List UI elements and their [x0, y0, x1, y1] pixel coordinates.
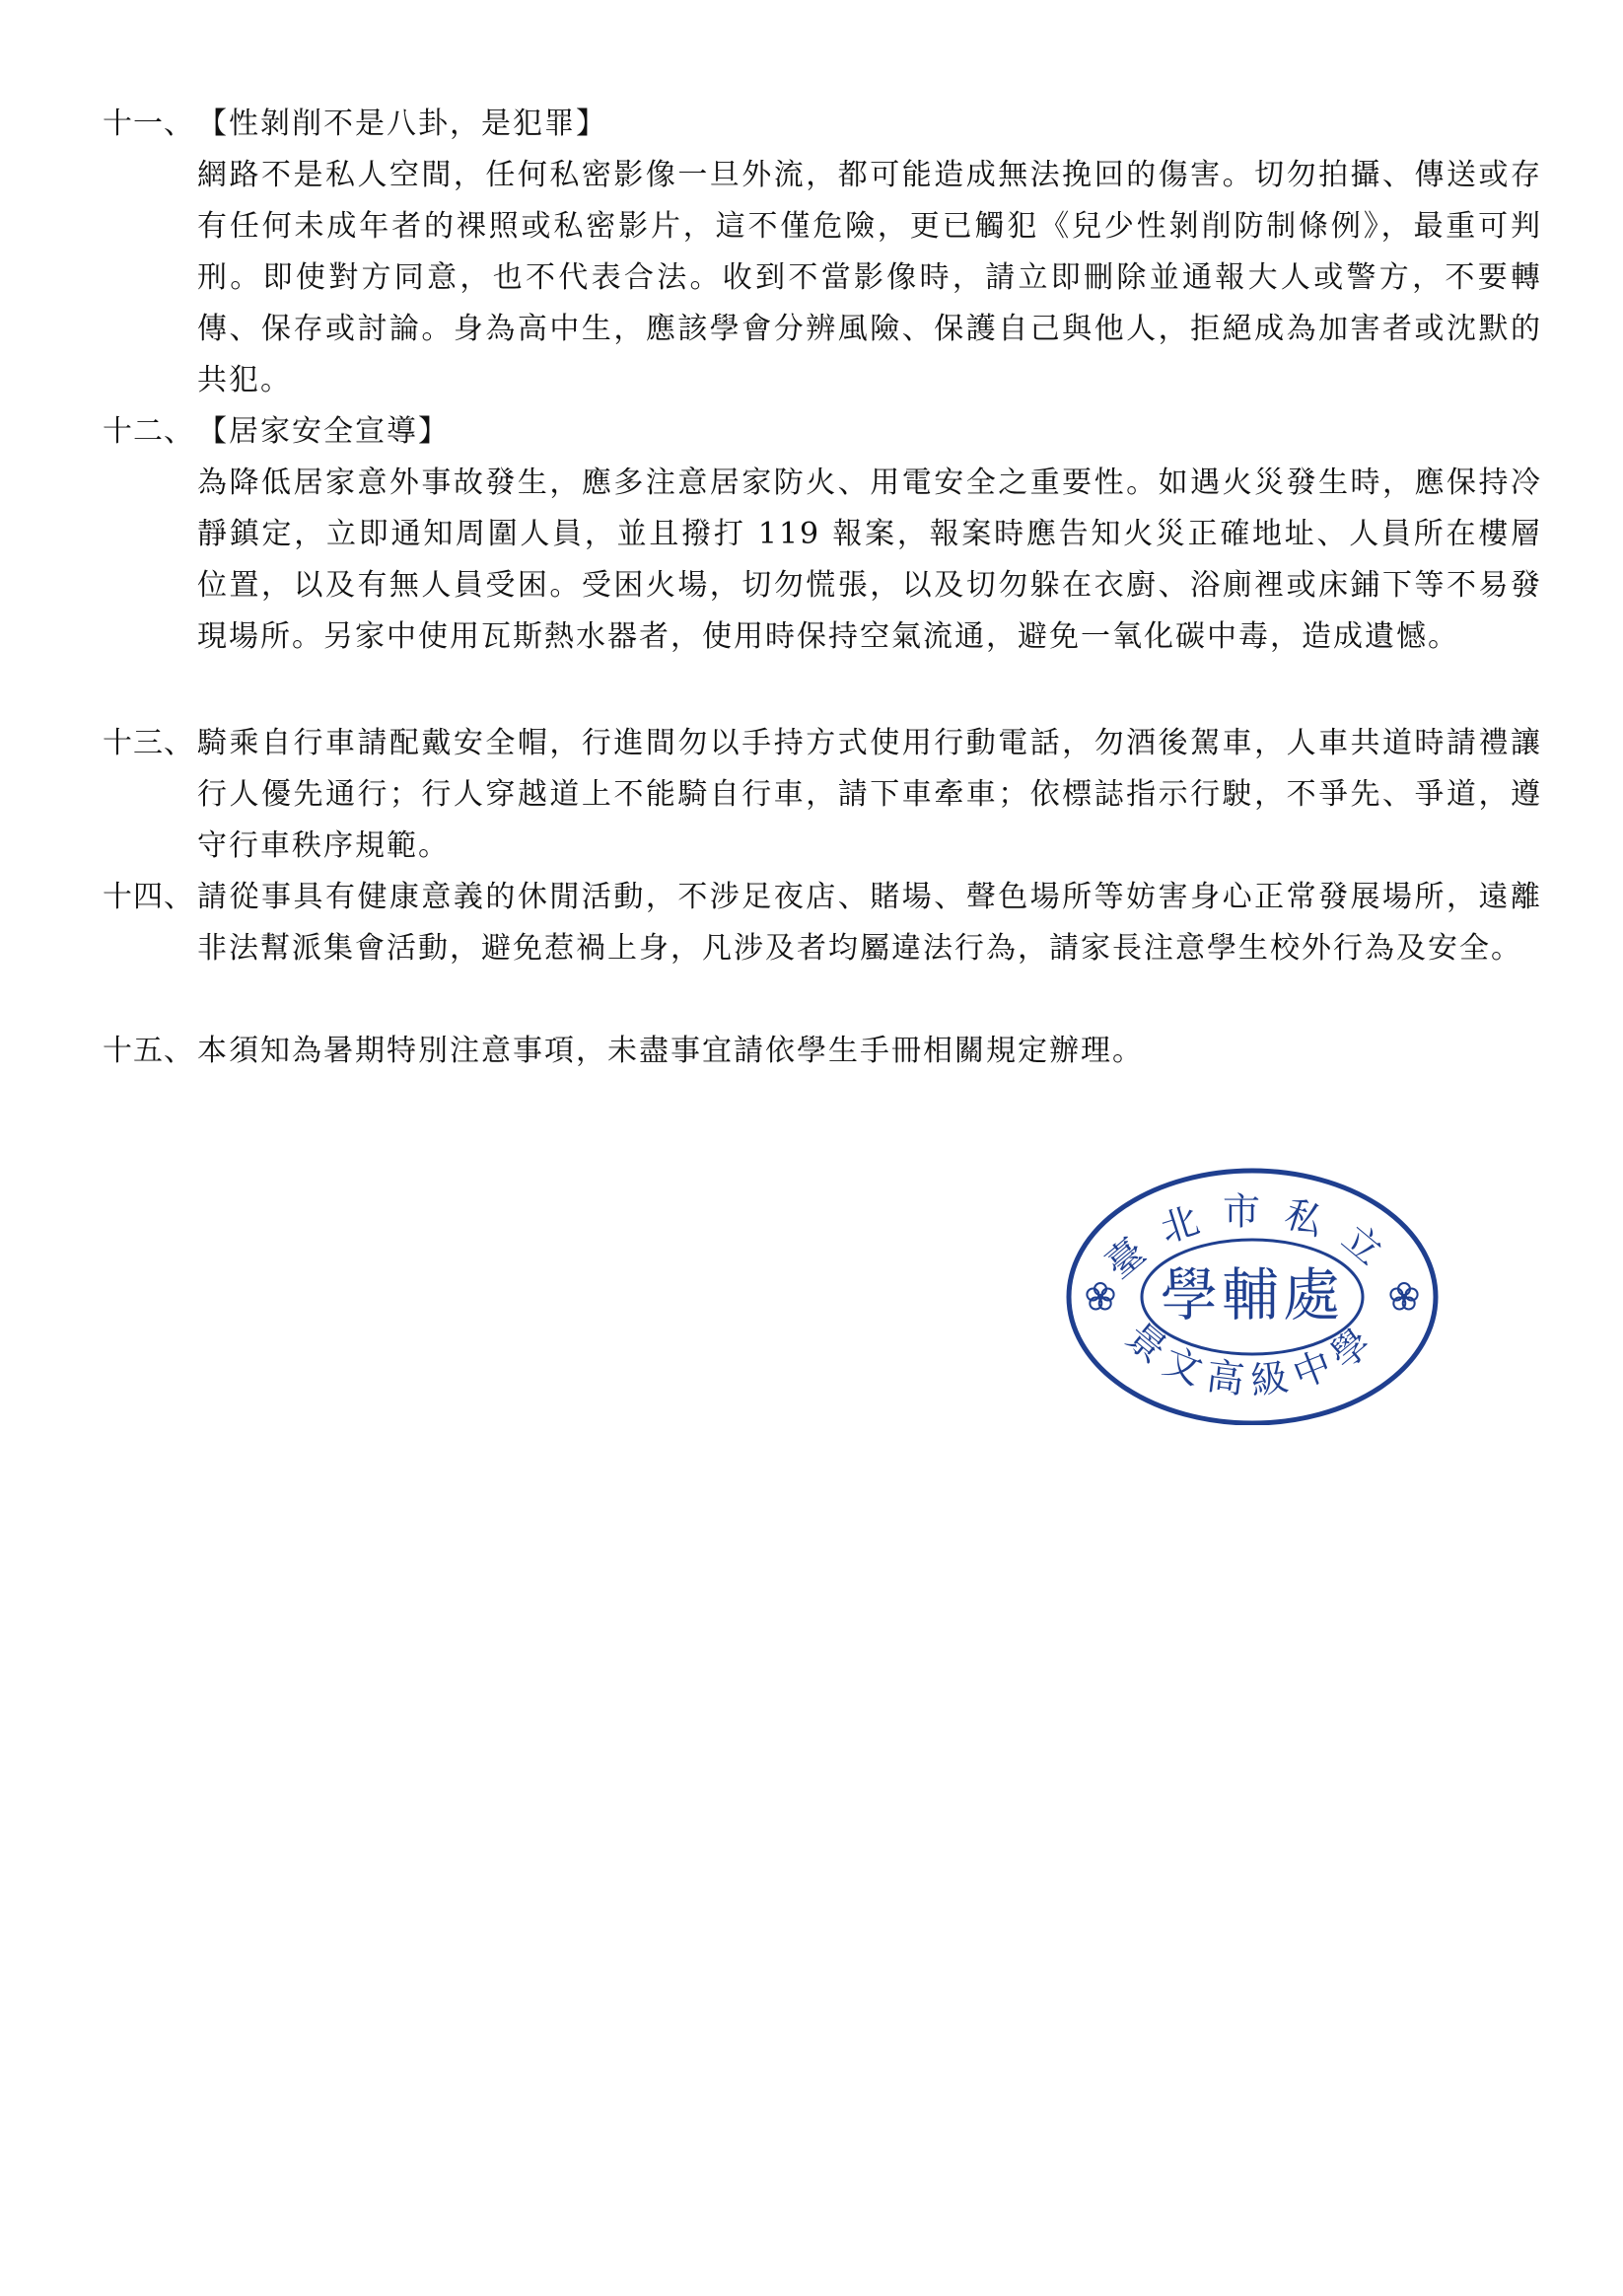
item-heading: 【居家安全宣導】	[197, 414, 450, 449]
seal-top-text: 臺北市私立	[1096, 1189, 1408, 1288]
item-heading: 【性剝削不是八卦，是犯罪】	[197, 107, 607, 141]
plum-blossom-icon	[1390, 1283, 1417, 1310]
office-seal-stamp	[1065, 1159, 1440, 1425]
item-number: 十四、	[103, 880, 194, 914]
item-number: 十二、	[103, 414, 194, 449]
item-number: 十一、	[103, 107, 194, 141]
plum-blossom-icon	[1087, 1283, 1113, 1310]
notice-item-12	[103, 406, 1542, 663]
item-number: 十五、	[103, 1034, 194, 1068]
item-text: 請從事具有健康意義的休閒活動，不涉足夜店、賭場、聲色場所等妨害身心正常發展場所，遠離非法幫派集會活動，避免惹禍上身，凡涉及者均屬違法行為，請家長注意學生校外行為及安全。	[197, 880, 1542, 966]
notice-item-14	[103, 872, 1542, 974]
item-number: 十三、	[103, 726, 194, 760]
notice-item-15	[103, 1026, 1542, 1077]
item-text: 本須知為暑期特別注意事項，未盡事宜請依學生手冊相關規定辦理。	[197, 1034, 1144, 1068]
seal-bottom-text: 景文高級中學	[1117, 1314, 1387, 1403]
notice-item-13	[103, 718, 1542, 872]
notice-item-11	[103, 99, 1542, 406]
item-text: 騎乘自行車請配戴安全帽，行進間勿以手持方式使用行動電話，勿酒後駕車，人車共道時請禮讓行人優先通行；行人穿越道上不能騎自行車，請下車牽車；依標誌指示行駛，不爭先、爭道，遵守行車秩序規範。	[197, 726, 1542, 863]
item-body: 為降低居家意外事故發生，應多注意居家防火、用電安全之重要性。如遇火災發生時，應保持冷靜鎮定，立即通知周圍人員，並且撥打 119 報案，報案時應告知火災正確地址、人員所在樓層位置，以及有無人員受困。受困火場，切勿慌張，以及切勿躲在衣廚、浴廁裡或床鋪下等不易發現場所。另家中使用瓦斯熱水器者，使用時保持空氣流通，避免一氧化碳中毒，造成遺憾。	[197, 466, 1542, 654]
item-body: 網路不是私人空間，任何私密影像一旦外流，都可能造成無法挽回的傷害。切勿拍攝、傳送或存有任何未成年者的裸照或私密影片，這不僅危險，更已觸犯《兒少性剝削防制條例》，最重可判刑。即使對方同意，也不代表合法。收到不當影像時，請立即刪除並通報大人或警方，不要轉傳、保存或討論。身為高中生，應該學會分辨風險、保護自己與他人，拒絕成為加害者或沈默的共犯。	[197, 158, 1542, 397]
seal-center-text: 學輔處	[1160, 1261, 1345, 1328]
